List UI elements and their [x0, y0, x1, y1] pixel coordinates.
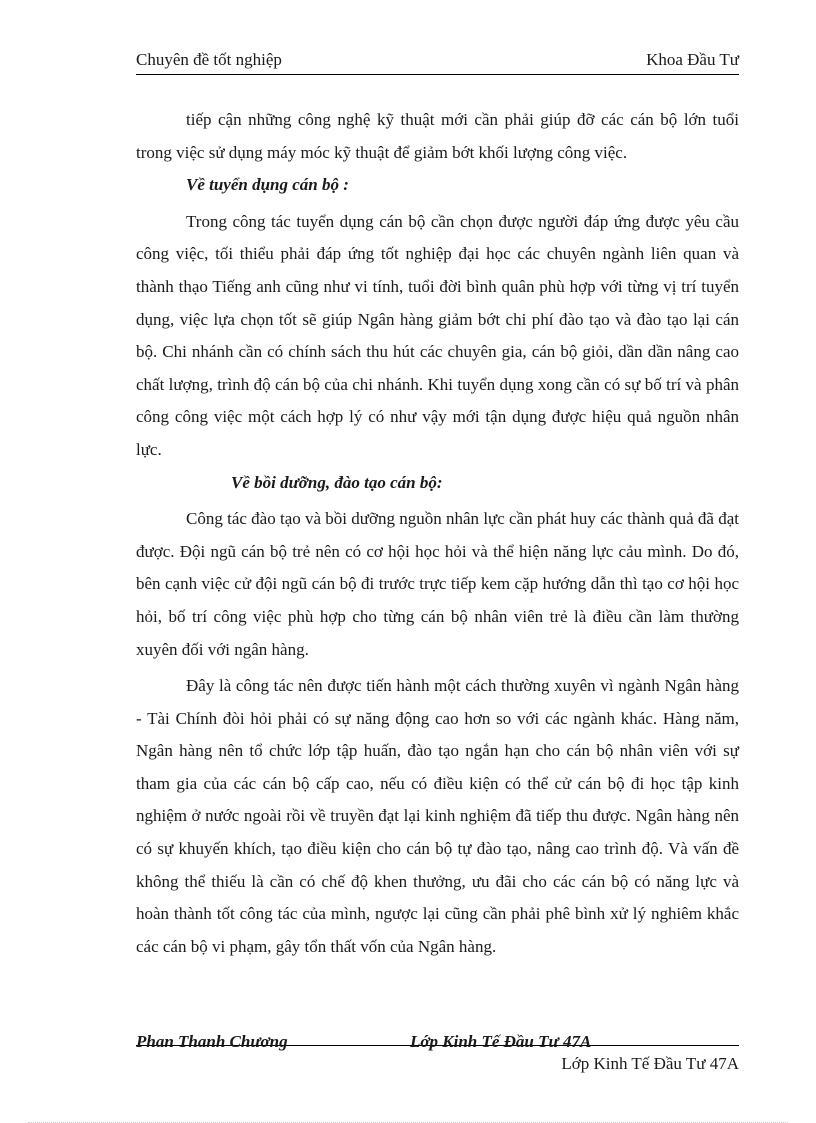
section-heading-training: Về bồi dưỡng, đào tạo cán bộ:: [231, 472, 443, 492]
header-faculty: Khoa Đầu Tư: [646, 50, 739, 69]
footer-class-struck: Lớp Kinh Tế Đầu Tư 47A: [410, 1032, 592, 1051]
footer-class: Lớp Kinh Tế Đầu Tư 47A: [561, 1054, 739, 1073]
page-footer: [136, 1032, 739, 1080]
paragraph-training: Công tác đào tạo và bồi dưỡng nguồn nhân lực cần phát huy các thành quả đã đạt được. Đội ngũ cán bộ trẻ nên có cơ hội học hỏi và thể hiện năng lực cảu mình. Do đó, bên cạnh việc cử đội ngũ cán bộ đi trước trực tiếp kem cặp hướng dẫn thì tạo cơ hội học hỏi, bố trí công việc phù hợp cho từng cán bộ nhân viên trẻ là điều cần làm thường xuyên đối với ngân hàng.: [136, 509, 739, 659]
paragraph-continued: tiếp cận những công nghệ kỹ thuật mới cần phải giúp đỡ các cán bộ lớn tuổi trong việc sử dụng máy móc kỹ thuật để giảm bớt khối lượng công việc.: [136, 110, 739, 162]
page-body: [136, 104, 739, 963]
footer-author: Phan Thanh Chương: [136, 1032, 288, 1051]
paragraph-regular-training: Đây là công tác nên được tiến hành một cách thường xuyên vì ngành Ngân hàng - Tài Chính đòi hỏi phải có sự năng động cao hơn so với các ngành khác. Hàng năm, Ngân hàng nên tổ chức lớp tập huấn, đào tạo ngắn hạn cho cán bộ nhân viên với sự tham gia của các cán bộ cấp cao, nếu có điều kiện có thể cử cán bộ đi học tập kinh nghiệm ở nước ngoài rồi về truyền đạt lại kinh nghiệm đã tiếp thu được. Ngân hàng nên có sự khuyến khích, tạo điều kiện cho cán bộ tự đào tạo, nâng cao trình độ. Và vấn đề không thể thiếu là cần có chế độ khen thưởng, ưu đãi cho các cán bộ có năng lực và hoàn thành tốt công tác của mình, ngược lại cũng cần phải phê bình xử lý nghiêm khắc các cán bộ vi phạm, gây tổn thất vốn của Ngân hàng.: [136, 676, 739, 956]
header-title: Chuyên đề tốt nghiệp: [136, 50, 282, 69]
page-header: [136, 48, 739, 75]
paragraph-recruitment: Trong công tác tuyển dụng cán bộ cần chọn được người đáp ứng được yêu cầu công việc, tối thiểu phải đáp ứng tốt nghiệp đại học các chuyên ngành liên quan và thành thạo Tiếng anh cũng như vi tính, tuổi đời bình quân phù hợp với từng vị trí tuyển dụng, việc lựa chọn tốt sẽ giúp Ngân hàng giảm bớt chi phí đào tạo và đào tạo lại cán bộ. Chi nhánh cần có chính sách thu hút các chuyên gia, cán bộ giỏi, dần dần nâng cao chất lượng, trình độ cán bộ của chi nhánh. Khi tuyển dụng xong cần có sự bố trí và phân công công việc một cách hợp lý có như vậy mới tận dụng được hiệu quả nguồn nhân lực.: [136, 211, 739, 459]
section-heading-recruitment: Về tuyển dụng cán bộ :: [186, 175, 349, 195]
